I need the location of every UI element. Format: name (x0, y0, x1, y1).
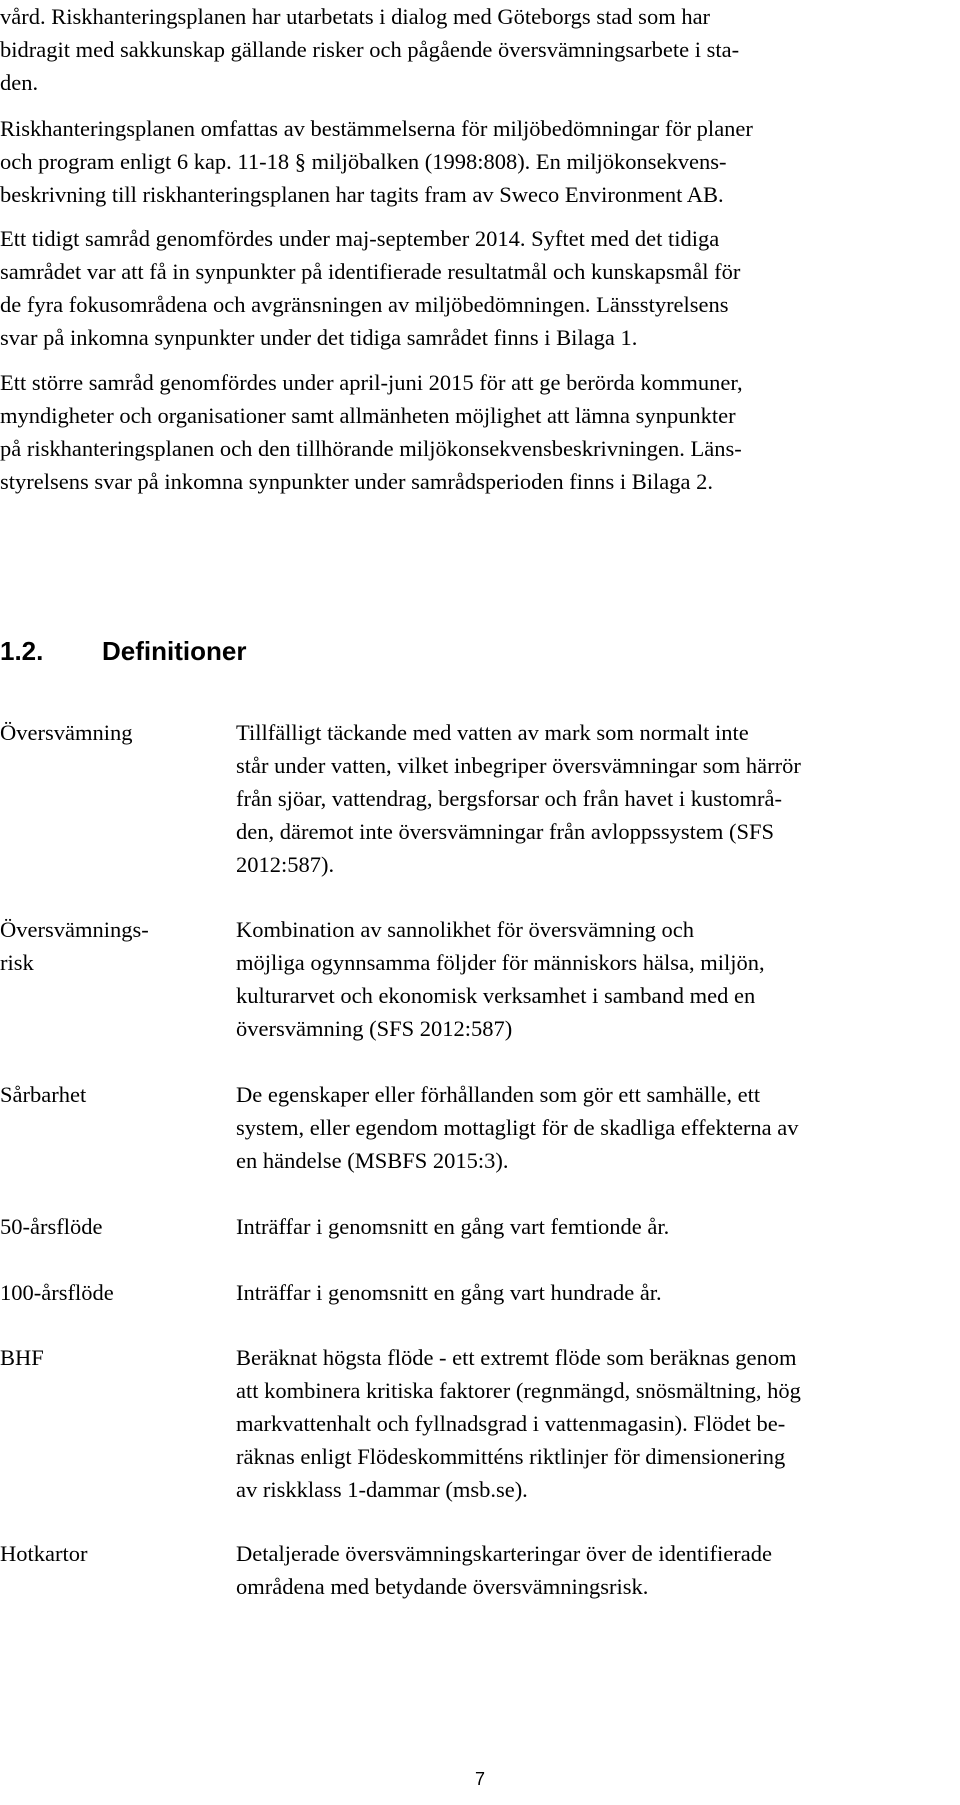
section-number: 1.2. (0, 636, 44, 666)
text-line: De egenskaper eller förhållanden som gör ett samhälle, ett (236, 1082, 761, 1107)
text-line: beskrivning till riskhanteringsplanen har tagits fram av Sweco Environment AB. (0, 182, 724, 207)
definition-text (236, 1537, 936, 1603)
text-line: av riskklass 1-dammar (msb.se). (236, 1477, 528, 1502)
text-line: Ett större samråd genomfördes under april-juni 2015 för att ge berörda kommuner, (0, 370, 743, 395)
text-line: att kombinera kritiska faktorer (regnmängd, snösmältning, hög (236, 1378, 801, 1403)
definition-text (236, 1341, 936, 1506)
text-line: svar på inkomna synpunkter under det tidiga samrådet finns i Bilaga 1. (0, 325, 638, 350)
text-line: myndigheter och organisationer samt allmänheten möjlighet att lämna synpunkter (0, 403, 736, 428)
term-line: Översvämning (0, 720, 133, 745)
text-line: Kombination av sannolikhet för översvämning och (236, 917, 695, 942)
text-line: Ett tidigt samråd genomfördes under maj-september 2014. Syftet med det tidiga (0, 226, 720, 251)
text-line: Inträffar i genomsnitt en gång vart hundrade år. (236, 1280, 662, 1305)
definition-text (236, 913, 936, 1045)
definition-term (0, 716, 220, 749)
text-line: den. (0, 70, 39, 95)
text-line: räknas enligt Flödeskommitténs riktlinjer för dimensionering (236, 1444, 786, 1469)
definition-text (236, 1210, 936, 1243)
section-heading (0, 634, 246, 668)
text-line: bidragit med sakkunskap gällande risker och pågående översvämningsarbete i sta- (0, 37, 740, 62)
term-line: risk (0, 950, 34, 975)
text-line: på riskhanteringsplanen och den tillhörande miljökonsekvensbeskrivningen. Läns- (0, 436, 742, 461)
text-line: står under vatten, vilket inbegriper översvämningar som härrör (236, 753, 801, 778)
definition-text (236, 1078, 936, 1177)
text-line: de fyra fokusområdena och avgränsningen av miljöbedömningen. Länsstyrelsens (0, 292, 729, 317)
definition-term (0, 913, 220, 979)
text-line: styrelsens svar på inkomna synpunkter under samrådsperioden finns i Bilaga 2. (0, 469, 713, 494)
term-line: BHF (0, 1345, 44, 1370)
text-line: möjliga ogynnsamma följder för människors hälsa, miljön, (236, 950, 765, 975)
paragraph-storre-samrad (0, 366, 945, 498)
paragraph-intro-dialog (0, 0, 945, 99)
definition-term (0, 1537, 220, 1570)
text-line: markvattenhalt och fyllnadsgrad i vattenmagasin). Flödet be- (236, 1411, 786, 1436)
definition-term (0, 1276, 220, 1309)
page-number: 7 (474, 1769, 485, 1789)
text-line: kulturarvet och ekonomisk verksamhet i samband med en (236, 983, 756, 1008)
term-line: Hotkartor (0, 1541, 88, 1566)
text-line: system, eller egendom mottagligt för de skadliga effekterna av (236, 1115, 799, 1140)
text-line: vård. Riskhanteringsplanen har utarbetats i dialog med Göteborgs stad som har (0, 4, 711, 29)
definition-text (236, 716, 936, 881)
definition-term (0, 1341, 220, 1374)
term-line: Översvämnings- (0, 917, 149, 942)
paragraph-tidigt-samrad (0, 222, 945, 354)
text-line: från sjöar, vattendrag, bergsforsar och från havet i kustområ- (236, 786, 782, 811)
text-line: samrådet var att få in synpunkter på identifierade resultatmål och kunskapsmål för (0, 259, 741, 284)
term-line: 100-årsflöde (0, 1280, 114, 1305)
text-line: 2012:587). (236, 852, 335, 877)
text-line: översvämning (SFS 2012:587) (236, 1016, 513, 1041)
text-line: den, däremot inte översvämningar från avloppssystem (SFS (236, 819, 775, 844)
text-line: en händelse (MSBFS 2015:3). (236, 1148, 509, 1173)
paragraph-miljobedomning (0, 112, 945, 211)
text-line: och program enligt 6 kap. 11-18 § miljöbalken (1998:808). En miljökonsekvens- (0, 149, 727, 174)
text-line: Detaljerade översvämningskarteringar över de identifierade (236, 1541, 773, 1566)
term-line: 50-årsflöde (0, 1214, 103, 1239)
text-line: Inträffar i genomsnitt en gång vart femtionde år. (236, 1214, 670, 1239)
definition-text (236, 1276, 936, 1309)
text-line: Tillfälligt täckande med vatten av mark som normalt inte (236, 720, 749, 745)
text-line: Riskhanteringsplanen omfattas av bestämmelserna för miljöbedömningar för planer (0, 116, 753, 141)
text-line: områdena med betydande översvämningsrisk. (236, 1574, 649, 1599)
term-line: Sårbarhet (0, 1082, 87, 1107)
definition-term (0, 1078, 220, 1111)
text-line: Beräknat högsta flöde - ett extremt flöde som beräknas genom (236, 1345, 797, 1370)
definition-term (0, 1210, 220, 1243)
section-title: Definitioner (102, 636, 247, 666)
